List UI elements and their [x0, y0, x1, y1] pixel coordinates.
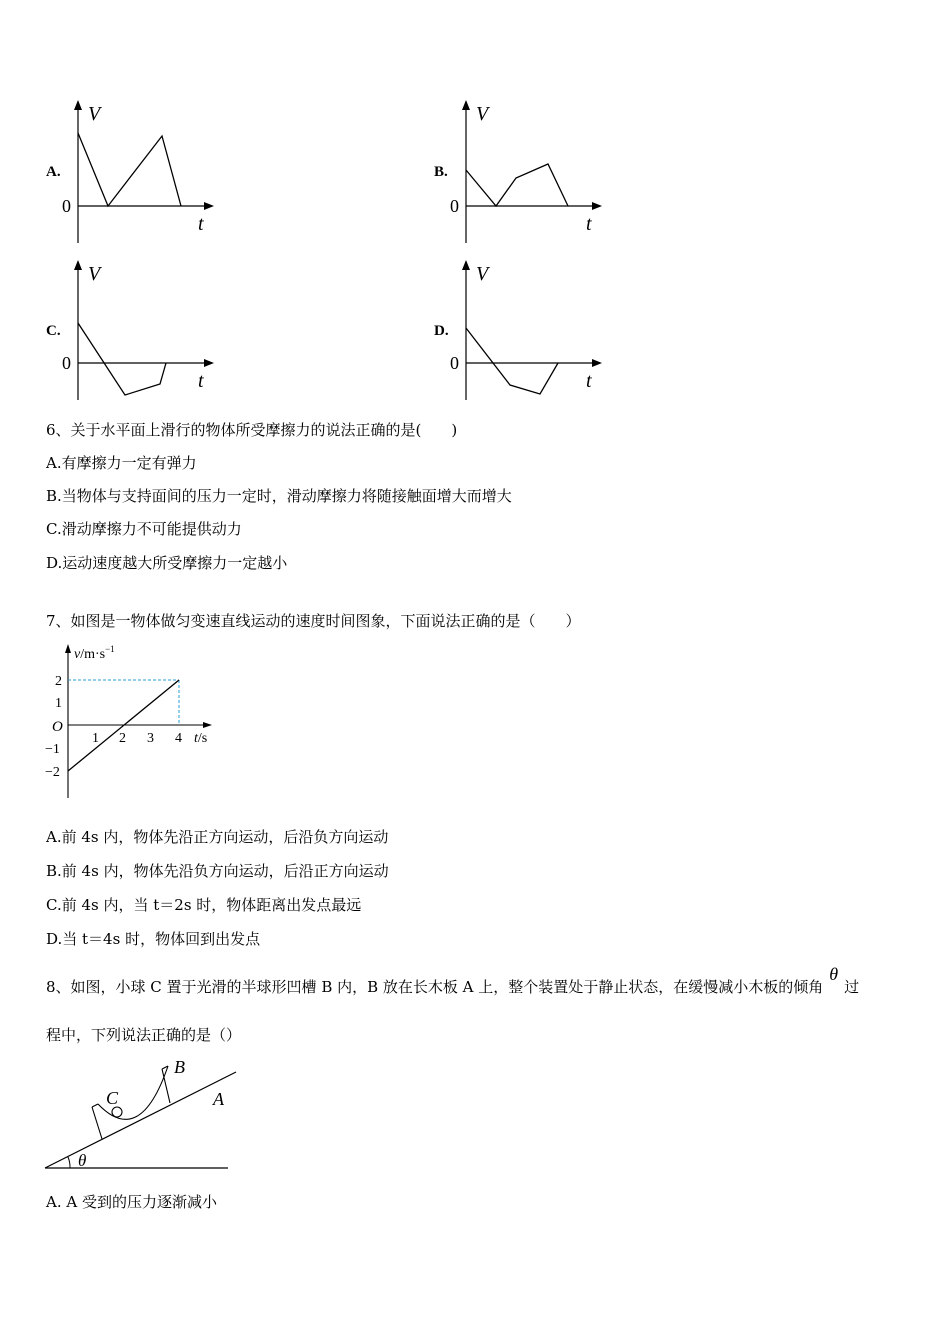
v-axis-label: V [476, 103, 489, 125]
t-axis-label: t [586, 370, 592, 392]
label-c: C [106, 1088, 119, 1108]
x-axis-label-t: t [194, 731, 198, 746]
graph-c [60, 258, 220, 403]
origin-label: 0 [62, 353, 71, 373]
theta-symbol: θ [829, 964, 839, 984]
t-axis-label: t [586, 213, 592, 235]
y-axis-label-exp: −1 [105, 644, 115, 654]
x-axis-label-unit: /s [197, 731, 208, 746]
question-stem: 7、如图是一物体做匀变速直线运动的速度时间图象，下面说法正确的是（ ） [46, 612, 581, 630]
question-stem: 6、关于水平面上滑行的物体所受摩擦力的说法正确的是( ) [46, 421, 458, 439]
stem-text: 8、如图，小球 C 置于光滑的半球形凹槽 B 内，B 放在长木板 A 上，整个装置处于静止状态，在缓慢减小木板的倾角 [46, 978, 824, 996]
x-tick-label: 2 [119, 731, 126, 746]
origin-label: 0 [450, 353, 459, 373]
option-b: B.前 4s 内，物体先沿负方向运动，后沿正方向运动 [46, 862, 389, 880]
svg-text:t/s [194, 731, 207, 746]
vt-graph [40, 638, 230, 803]
question-stem-line-1 [46, 964, 860, 997]
option-label: C. [46, 323, 61, 339]
option-a: A.前 4s 内，物体先沿正方向运动，后沿负方向运动 [46, 828, 389, 846]
origin-label: 0 [450, 196, 459, 216]
v-axis-label: V [476, 263, 489, 285]
option-c: C.前 4s 内，当 t＝2s 时，物体距离出发点最远 [46, 896, 362, 914]
t-axis-label: t [198, 370, 204, 392]
svg-text:v/m·s−1 [74, 644, 115, 662]
y-tick-label: 2 [55, 674, 62, 689]
v-axis-label: V [88, 103, 101, 125]
y-tick-label: −1 [45, 742, 60, 757]
option-label: D. [434, 323, 449, 339]
y-axis-label-v: v [74, 647, 81, 662]
y-tick-label: −2 [45, 765, 60, 780]
t-axis-label: t [198, 213, 204, 235]
option-a: A.有摩擦力一定有弹力 [46, 454, 197, 472]
origin-label: O [52, 719, 63, 735]
label-b: B [174, 1057, 185, 1077]
label-theta: θ [78, 1151, 87, 1170]
y-axis-label-unit: /m·s [80, 647, 106, 662]
x-tick-label: 3 [147, 731, 154, 746]
question-stem-line-2: 程中，下列说法正确的是（） [46, 1026, 242, 1044]
option-label: A. [46, 164, 61, 180]
stem-text-end: 过 [844, 978, 860, 996]
x-tick-label: 1 [92, 731, 99, 746]
option-c: C.滑动摩擦力不可能提供动力 [46, 520, 242, 538]
option-label: B. [434, 164, 448, 180]
x-tick-label: 4 [175, 731, 182, 746]
graph-b [448, 98, 608, 243]
y-tick-label: 1 [55, 696, 62, 711]
option-a: A. A 受到的压力逐渐减小 [46, 1193, 217, 1211]
option-b: B.当物体与支持面间的压力一定时，滑动摩擦力将随接触面增大而增大 [46, 487, 512, 505]
v-axis-label: V [88, 263, 101, 285]
graph-d [448, 258, 608, 403]
incline-figure [40, 1052, 240, 1174]
origin-label: 0 [62, 196, 71, 216]
graph-a [60, 98, 220, 243]
label-a: A [213, 1089, 224, 1109]
option-d: D.运动速度越大所受摩擦力一定越小 [46, 554, 288, 572]
option-d: D.当 t＝4s 时，物体回到出发点 [46, 930, 261, 948]
